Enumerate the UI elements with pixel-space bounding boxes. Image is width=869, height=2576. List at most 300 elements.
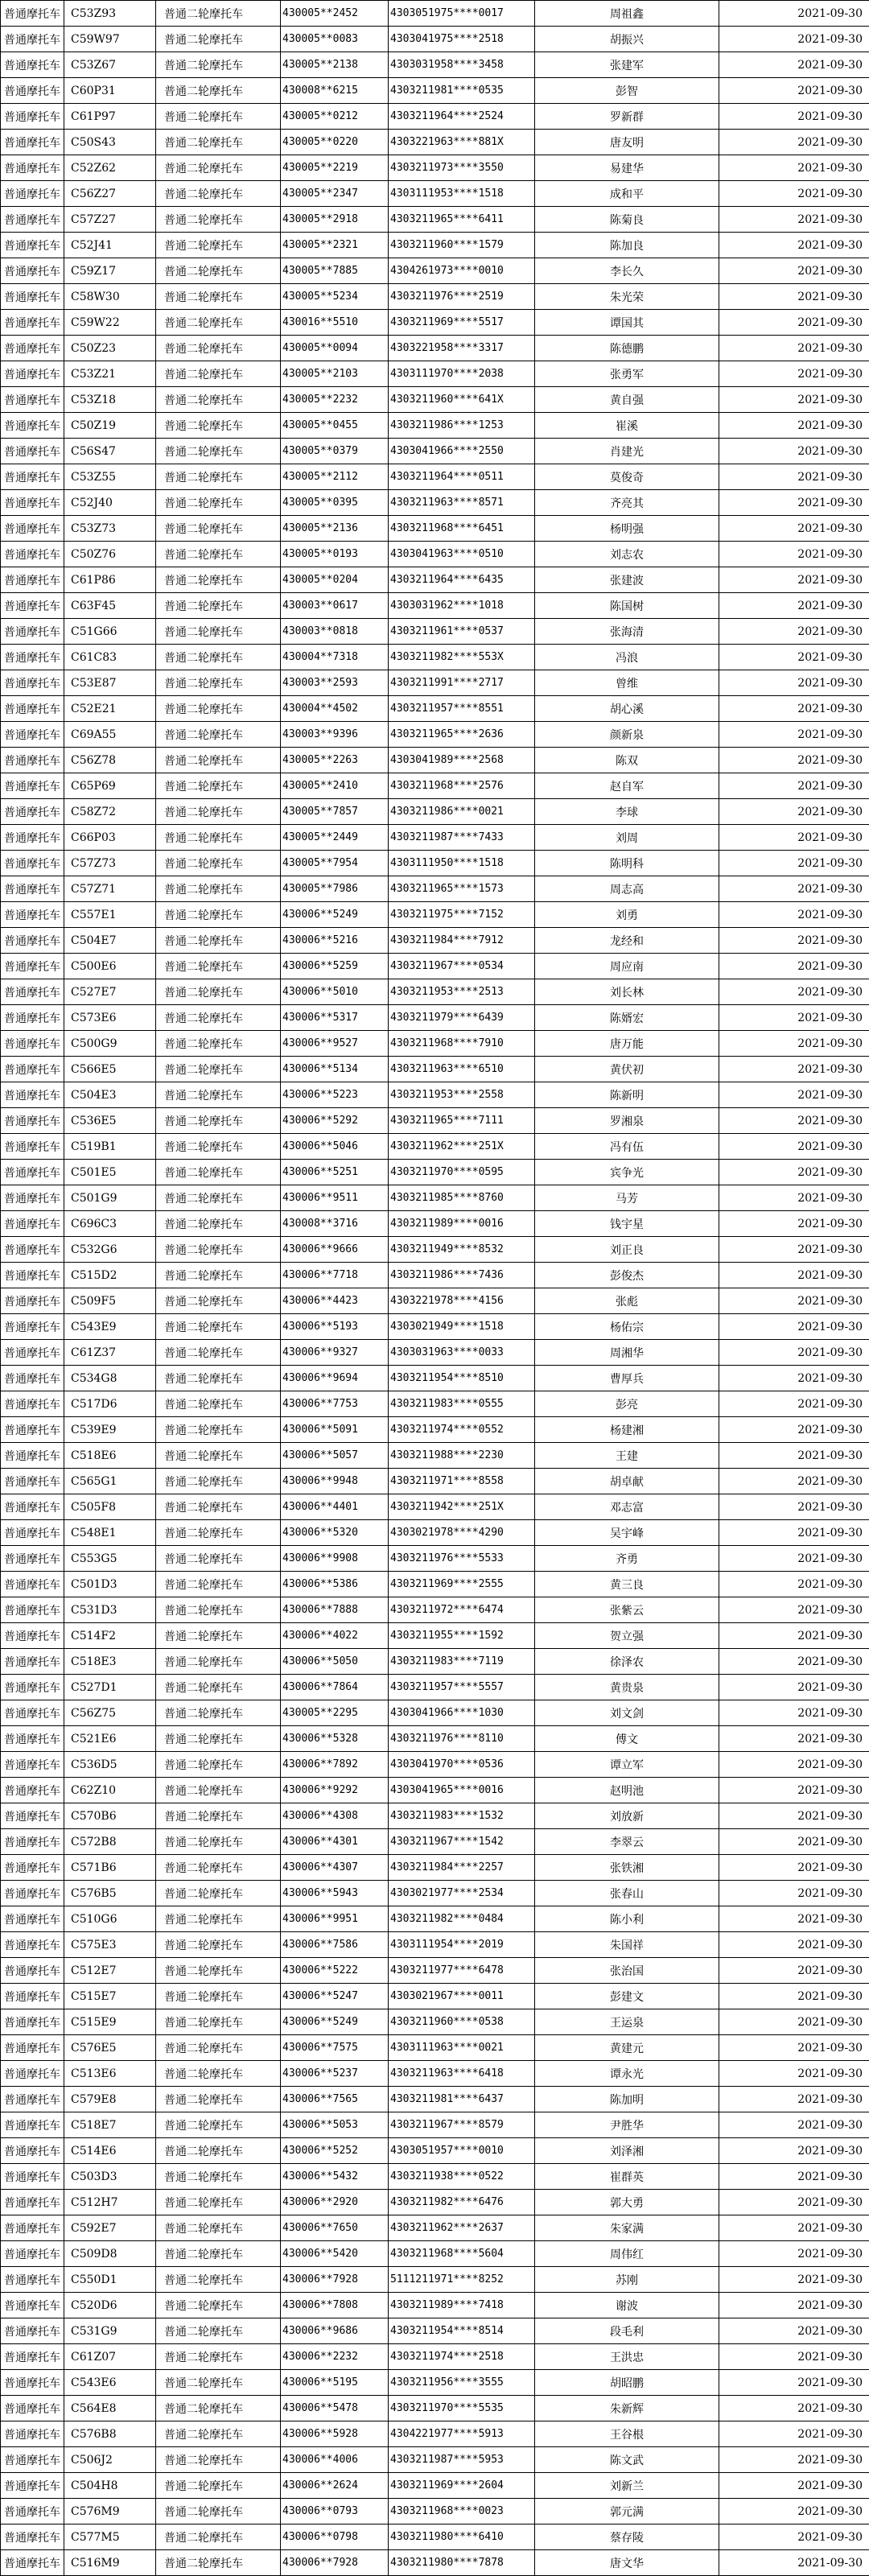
table-row xyxy=(1,1340,869,1366)
vehicle-type-cell: 普通二轮摩托车 xyxy=(156,1494,281,1520)
vehicle-type-cell: 普通二轮摩托车 xyxy=(156,2164,281,2190)
date-cell: 2021-09-30 xyxy=(719,155,869,181)
owner-name-cell: 肖建光 xyxy=(535,439,719,464)
vehicle-type-cell: 普通二轮摩托车 xyxy=(156,1546,281,1572)
date-cell: 2021-09-30 xyxy=(719,619,869,645)
vehicle-type-cell: 普通二轮摩托车 xyxy=(156,27,281,52)
owner-name-cell: 傅文 xyxy=(535,1726,719,1752)
plate-number-cell: C518E3 xyxy=(64,1649,156,1675)
license-number-cell: 430006**9292 xyxy=(281,1778,389,1803)
id-number-cell: 4303211949****8532 xyxy=(389,1237,535,1263)
date-cell: 2021-09-30 xyxy=(719,1211,869,1237)
table-row xyxy=(1,1082,869,1108)
license-number-cell: 430006**5195 xyxy=(281,2370,389,2396)
vehicle-category-cell: 普通摩托车 xyxy=(1,2499,64,2524)
date-cell: 2021-09-30 xyxy=(719,284,869,310)
vehicle-type-cell: 普通二轮摩托车 xyxy=(156,670,281,696)
id-number-cell: 4303041975****2518 xyxy=(389,27,535,52)
vehicle-type-cell: 普通二轮摩托车 xyxy=(156,181,281,207)
license-number-cell: 430006**5216 xyxy=(281,928,389,954)
owner-name-cell: 颜新泉 xyxy=(535,722,719,748)
vehicle-category-cell: 普通摩托车 xyxy=(1,336,64,361)
table-row xyxy=(1,1005,869,1031)
license-number-cell: 430006**5057 xyxy=(281,1443,389,1469)
vehicle-type-cell: 普通二轮摩托车 xyxy=(156,979,281,1005)
vehicle-type-cell: 普通二轮摩托车 xyxy=(156,1726,281,1752)
table-row xyxy=(1,645,869,670)
owner-name-cell: 胡心溪 xyxy=(535,696,719,722)
date-cell: 2021-09-30 xyxy=(719,2190,869,2215)
date-cell: 2021-09-30 xyxy=(719,2009,869,2035)
table-row xyxy=(1,439,869,464)
date-cell: 2021-09-30 xyxy=(719,1417,869,1443)
vehicle-type-cell: 普通二轮摩托车 xyxy=(156,1881,281,1906)
table-row xyxy=(1,130,869,155)
table-row xyxy=(1,1314,869,1340)
vehicle-category-cell: 普通摩托车 xyxy=(1,1185,64,1211)
date-cell: 2021-09-30 xyxy=(719,542,869,567)
license-number-cell: 430006**4022 xyxy=(281,1623,389,1649)
plate-number-cell: C57Z27 xyxy=(64,207,156,233)
date-cell: 2021-09-30 xyxy=(719,1726,869,1752)
plate-number-cell: C539E9 xyxy=(64,1417,156,1443)
id-number-cell: 4303211968****0023 xyxy=(389,2499,535,2524)
date-cell: 2021-09-30 xyxy=(719,2112,869,2138)
vehicle-type-cell: 普通二轮摩托车 xyxy=(156,1984,281,2009)
owner-name-cell: 张铁湘 xyxy=(535,1855,719,1881)
vehicle-type-cell: 普通二轮摩托车 xyxy=(156,1314,281,1340)
date-cell: 2021-09-30 xyxy=(719,1778,869,1803)
license-number-cell: 430006**4301 xyxy=(281,1829,389,1855)
vehicle-type-cell: 普通二轮摩托车 xyxy=(156,1829,281,1855)
owner-name-cell: 王建 xyxy=(535,1443,719,1469)
vehicle-type-cell: 普通二轮摩托车 xyxy=(156,2138,281,2164)
plate-number-cell: C696C3 xyxy=(64,1211,156,1237)
id-number-cell: 4303211971****8558 xyxy=(389,1469,535,1494)
vehicle-type-cell: 普通二轮摩托车 xyxy=(156,696,281,722)
plate-number-cell: C504E7 xyxy=(64,928,156,954)
vehicle-category-cell: 普通摩托车 xyxy=(1,1314,64,1340)
id-number-cell: 4303211983****7119 xyxy=(389,1649,535,1675)
license-number-cell: 430004**7318 xyxy=(281,645,389,670)
plate-number-cell: C500G9 xyxy=(64,1031,156,1057)
id-number-cell: 4303211982****6476 xyxy=(389,2190,535,2215)
owner-name-cell: 赵自军 xyxy=(535,773,719,799)
plate-number-cell: C503D3 xyxy=(64,2164,156,2190)
table-row xyxy=(1,78,869,104)
plate-number-cell: C517D6 xyxy=(64,1391,156,1417)
plate-number-cell: C576E5 xyxy=(64,2035,156,2061)
plate-number-cell: C509D8 xyxy=(64,2241,156,2267)
plate-number-cell: C570B6 xyxy=(64,1803,156,1829)
vehicle-type-cell: 普通二轮摩托车 xyxy=(156,1366,281,1391)
vehicle-type-cell: 普通二轮摩托车 xyxy=(156,1160,281,1185)
date-cell: 2021-09-30 xyxy=(719,464,869,490)
license-number-cell: 430006**5053 xyxy=(281,2112,389,2138)
vehicle-type-cell: 普通二轮摩托车 xyxy=(156,1005,281,1031)
vehicle-type-cell: 普通二轮摩托车 xyxy=(156,593,281,619)
vehicle-category-cell: 普通摩托车 xyxy=(1,1752,64,1778)
vehicle-type-cell: 普通二轮摩托车 xyxy=(156,1958,281,1984)
table-row xyxy=(1,1855,869,1881)
vehicle-category-cell: 普通摩托车 xyxy=(1,1984,64,2009)
vehicle-type-cell: 普通二轮摩托车 xyxy=(156,773,281,799)
plate-number-cell: C514E6 xyxy=(64,2138,156,2164)
license-number-cell: 430006**7928 xyxy=(281,2550,389,2576)
id-number-cell: 4303211965****2636 xyxy=(389,722,535,748)
license-number-cell: 430006**5251 xyxy=(281,1160,389,1185)
table-row xyxy=(1,2241,869,2267)
table-row xyxy=(1,593,869,619)
vehicle-category-cell: 普通摩托车 xyxy=(1,1366,64,1391)
date-cell: 2021-09-30 xyxy=(719,2318,869,2344)
owner-name-cell: 李球 xyxy=(535,799,719,825)
license-number-cell: 430005**7885 xyxy=(281,258,389,284)
vehicle-category-cell: 普通摩托车 xyxy=(1,567,64,593)
id-number-cell: 4303211965****7111 xyxy=(389,1108,535,1134)
date-cell: 2021-09-30 xyxy=(719,2396,869,2421)
license-number-cell: 430006**5292 xyxy=(281,1108,389,1134)
table-row xyxy=(1,1057,869,1082)
id-number-cell: 4303211970****0595 xyxy=(389,1160,535,1185)
plate-number-cell: C53Z21 xyxy=(64,361,156,387)
vehicle-category-cell: 普通摩托车 xyxy=(1,1469,64,1494)
id-number-cell: 4303211968****6451 xyxy=(389,516,535,542)
date-cell: 2021-09-30 xyxy=(719,2164,869,2190)
id-number-cell: 4303211965****1573 xyxy=(389,876,535,902)
owner-name-cell: 黄自强 xyxy=(535,387,719,413)
vehicle-type-cell: 普通二轮摩托车 xyxy=(156,2035,281,2061)
vehicle-type-cell: 普通二轮摩托车 xyxy=(156,1417,281,1443)
date-cell: 2021-09-30 xyxy=(719,2087,869,2112)
license-number-cell: 430006**4308 xyxy=(281,1803,389,1829)
vehicle-type-cell: 普通二轮摩托车 xyxy=(156,2061,281,2087)
table-row xyxy=(1,2112,869,2138)
date-cell: 2021-09-30 xyxy=(719,1443,869,1469)
vehicle-type-cell: 普通二轮摩托车 xyxy=(156,1520,281,1546)
table-row xyxy=(1,1881,869,1906)
owner-name-cell: 朱国祥 xyxy=(535,1932,719,1958)
owner-name-cell: 李长久 xyxy=(535,258,719,284)
plate-number-cell: C536D5 xyxy=(64,1752,156,1778)
owner-name-cell: 崔群英 xyxy=(535,2164,719,2190)
owner-name-cell: 徐泽农 xyxy=(535,1649,719,1675)
plate-number-cell: C512E7 xyxy=(64,1958,156,1984)
owner-name-cell: 郭大勇 xyxy=(535,2190,719,2215)
plate-number-cell: C515E7 xyxy=(64,1984,156,2009)
owner-name-cell: 段毛利 xyxy=(535,2318,719,2344)
owner-name-cell: 钱宇星 xyxy=(535,1211,719,1237)
owner-name-cell: 郭元满 xyxy=(535,2499,719,2524)
owner-name-cell: 齐亮其 xyxy=(535,490,719,516)
owner-name-cell: 张春山 xyxy=(535,1881,719,1906)
date-cell: 2021-09-30 xyxy=(719,1237,869,1263)
vehicle-category-cell: 普通摩托车 xyxy=(1,2190,64,2215)
vehicle-category-cell: 普通摩托车 xyxy=(1,1829,64,1855)
owner-name-cell: 张建军 xyxy=(535,52,719,78)
id-number-cell: 4303211985****8760 xyxy=(389,1185,535,1211)
license-number-cell: 430006**0793 xyxy=(281,2499,389,2524)
license-number-cell: 430006**5252 xyxy=(281,2138,389,2164)
license-number-cell: 430005**2410 xyxy=(281,773,389,799)
vehicle-category-cell: 普通摩托车 xyxy=(1,1520,64,1546)
license-number-cell: 430006**9908 xyxy=(281,1546,389,1572)
id-number-cell: 4303021977****2534 xyxy=(389,1881,535,1906)
id-number-cell: 4303211968****5604 xyxy=(389,2241,535,2267)
license-number-cell: 430005**0379 xyxy=(281,439,389,464)
id-number-cell: 4303211973****3550 xyxy=(389,155,535,181)
plate-number-cell: C527D1 xyxy=(64,1675,156,1700)
vehicle-category-cell: 普通摩托车 xyxy=(1,78,64,104)
table-row xyxy=(1,902,869,928)
date-cell: 2021-09-30 xyxy=(719,2524,869,2550)
table-row xyxy=(1,207,869,233)
plate-number-cell: C69A55 xyxy=(64,722,156,748)
vehicle-category-cell: 普通摩托车 xyxy=(1,258,64,284)
vehicle-category-cell: 普通摩托车 xyxy=(1,1649,64,1675)
table-row xyxy=(1,670,869,696)
vehicle-type-cell: 普通二轮摩托车 xyxy=(156,155,281,181)
plate-number-cell: C514F2 xyxy=(64,1623,156,1649)
vehicle-type-cell: 普通二轮摩托车 xyxy=(156,2370,281,2396)
license-number-cell: 430006**5328 xyxy=(281,1726,389,1752)
id-number-cell: 4303211964****0511 xyxy=(389,464,535,490)
id-number-cell: 4303211981****0535 xyxy=(389,78,535,104)
id-number-cell: 4303221958****3317 xyxy=(389,336,535,361)
date-cell: 2021-09-30 xyxy=(719,52,869,78)
license-number-cell: 430005**0094 xyxy=(281,336,389,361)
id-number-cell: 4303211987****7433 xyxy=(389,825,535,851)
owner-name-cell: 冯浪 xyxy=(535,645,719,670)
license-number-cell: 430006**7565 xyxy=(281,2087,389,2112)
date-cell: 2021-09-30 xyxy=(719,1288,869,1314)
table-row xyxy=(1,567,869,593)
id-number-cell: 4303211955****1592 xyxy=(389,1623,535,1649)
table-row xyxy=(1,1366,869,1391)
vehicle-type-cell: 普通二轮摩托车 xyxy=(156,2473,281,2499)
plate-number-cell: C564E8 xyxy=(64,2396,156,2421)
date-cell: 2021-09-30 xyxy=(719,1520,869,1546)
license-number-cell: 430006**5091 xyxy=(281,1417,389,1443)
date-cell: 2021-09-30 xyxy=(719,1984,869,2009)
id-number-cell: 4303211956****3555 xyxy=(389,2370,535,2396)
license-number-cell: 430005**7857 xyxy=(281,799,389,825)
vehicle-category-cell: 普通摩托车 xyxy=(1,2293,64,2318)
owner-name-cell: 尹胜华 xyxy=(535,2112,719,2138)
vehicle-category-cell: 普通摩托车 xyxy=(1,1005,64,1031)
owner-name-cell: 易建华 xyxy=(535,155,719,181)
vehicle-category-cell: 普通摩托车 xyxy=(1,2344,64,2370)
vehicle-type-cell: 普通二轮摩托车 xyxy=(156,310,281,336)
owner-name-cell: 陈加明 xyxy=(535,2087,719,2112)
plate-number-cell: C532G6 xyxy=(64,1237,156,1263)
table-row xyxy=(1,2215,869,2241)
vehicle-type-cell: 普通二轮摩托车 xyxy=(156,336,281,361)
id-number-cell: 4303041963****0510 xyxy=(389,542,535,567)
date-cell: 2021-09-30 xyxy=(719,310,869,336)
vehicle-category-cell: 普通摩托车 xyxy=(1,1726,64,1752)
vehicle-type-cell: 普通二轮摩托车 xyxy=(156,1082,281,1108)
plate-number-cell: C592E7 xyxy=(64,2215,156,2241)
vehicle-category-cell: 普通摩托车 xyxy=(1,2421,64,2447)
license-number-cell: 430005**0204 xyxy=(281,567,389,593)
vehicle-type-cell: 普通二轮摩托车 xyxy=(156,954,281,979)
plate-number-cell: C61P86 xyxy=(64,567,156,593)
date-cell: 2021-09-30 xyxy=(719,1185,869,1211)
date-cell: 2021-09-30 xyxy=(719,1005,869,1031)
table-row xyxy=(1,2447,869,2473)
vehicle-type-cell: 普通二轮摩托车 xyxy=(156,1778,281,1803)
date-cell: 2021-09-30 xyxy=(719,1597,869,1623)
plate-number-cell: C518E6 xyxy=(64,1443,156,1469)
owner-name-cell: 陈小利 xyxy=(535,1906,719,1932)
plate-number-cell: C512H7 xyxy=(64,2190,156,2215)
table-row xyxy=(1,27,869,52)
date-cell: 2021-09-30 xyxy=(719,2499,869,2524)
table-row xyxy=(1,2164,869,2190)
id-number-cell: 4303211976****8110 xyxy=(389,1726,535,1752)
plate-number-cell: C53Z18 xyxy=(64,387,156,413)
date-cell: 2021-09-30 xyxy=(719,2138,869,2164)
table-row xyxy=(1,1,869,27)
table-row xyxy=(1,1108,869,1134)
table-row xyxy=(1,2035,869,2061)
vehicle-type-cell: 普通二轮摩托车 xyxy=(156,1906,281,1932)
date-cell: 2021-09-30 xyxy=(719,1057,869,1082)
plate-number-cell: C56S47 xyxy=(64,439,156,464)
owner-name-cell: 陈文武 xyxy=(535,2447,719,2473)
vehicle-category-cell: 普通摩托车 xyxy=(1,155,64,181)
vehicle-category-cell: 普通摩托车 xyxy=(1,1288,64,1314)
date-cell: 2021-09-30 xyxy=(719,1649,869,1675)
vehicle-type-cell: 普通二轮摩托车 xyxy=(156,258,281,284)
table-row xyxy=(1,1160,869,1185)
vehicle-type-cell: 普通二轮摩托车 xyxy=(156,1134,281,1160)
vehicle-type-cell: 普通二轮摩托车 xyxy=(156,2267,281,2293)
date-cell: 2021-09-30 xyxy=(719,2035,869,2061)
date-cell: 2021-09-30 xyxy=(719,516,869,542)
id-number-cell: 4303211954****8510 xyxy=(389,1366,535,1391)
vehicle-category-cell: 普通摩托车 xyxy=(1,2138,64,2164)
vehicle-category-cell: 普通摩托车 xyxy=(1,593,64,619)
owner-name-cell: 谭国其 xyxy=(535,310,719,336)
date-cell: 2021-09-30 xyxy=(719,1675,869,1700)
date-cell: 2021-09-30 xyxy=(719,1700,869,1726)
vehicle-type-cell: 普通二轮摩托车 xyxy=(156,2421,281,2447)
table-row xyxy=(1,979,869,1005)
plate-number-cell: C577M5 xyxy=(64,2524,156,2550)
vehicle-category-cell: 普通摩托车 xyxy=(1,284,64,310)
vehicle-category-cell: 普通摩托车 xyxy=(1,799,64,825)
id-number-cell: 4303211976****5533 xyxy=(389,1546,535,1572)
date-cell: 2021-09-30 xyxy=(719,2550,869,2576)
table-row xyxy=(1,2267,869,2293)
plate-number-cell: C50Z23 xyxy=(64,336,156,361)
date-cell: 2021-09-30 xyxy=(719,387,869,413)
license-number-cell: 430006**9948 xyxy=(281,1469,389,1494)
plate-number-cell: C50Z19 xyxy=(64,413,156,439)
table-row xyxy=(1,516,869,542)
license-number-cell: 430006**2232 xyxy=(281,2344,389,2370)
license-number-cell: 430005**2452 xyxy=(281,1,389,27)
owner-name-cell: 胡卓献 xyxy=(535,1469,719,1494)
id-number-cell: 4303211986****7436 xyxy=(389,1263,535,1288)
date-cell: 2021-09-30 xyxy=(719,2215,869,2241)
date-cell: 2021-09-30 xyxy=(719,78,869,104)
vehicle-category-cell: 普通摩托车 xyxy=(1,773,64,799)
vehicle-category-cell: 普通摩托车 xyxy=(1,233,64,258)
id-number-cell: 4303021967****0011 xyxy=(389,1984,535,2009)
vehicle-type-cell: 普通二轮摩托车 xyxy=(156,78,281,104)
id-number-cell: 4303211957****8551 xyxy=(389,696,535,722)
id-number-cell: 4303211984****7912 xyxy=(389,928,535,954)
owner-name-cell: 朱新辉 xyxy=(535,2396,719,2421)
table-row xyxy=(1,1185,869,1211)
plate-number-cell: C515E9 xyxy=(64,2009,156,2035)
license-number-cell: 430006**9686 xyxy=(281,2318,389,2344)
owner-name-cell: 黄三良 xyxy=(535,1572,719,1597)
plate-number-cell: C575E3 xyxy=(64,1932,156,1958)
owner-name-cell: 刘志农 xyxy=(535,542,719,567)
plate-number-cell: C576M9 xyxy=(64,2499,156,2524)
vehicle-category-cell: 普通摩托车 xyxy=(1,1057,64,1082)
vehicle-type-cell: 普通二轮摩托车 xyxy=(156,2318,281,2344)
owner-name-cell: 陈明科 xyxy=(535,851,719,876)
date-cell: 2021-09-30 xyxy=(719,104,869,130)
vehicle-category-cell: 普通摩托车 xyxy=(1,130,64,155)
vehicle-type-cell: 普通二轮摩托车 xyxy=(156,902,281,928)
date-cell: 2021-09-30 xyxy=(719,1932,869,1958)
date-cell: 2021-09-30 xyxy=(719,1752,869,1778)
license-number-cell: 430006**5320 xyxy=(281,1520,389,1546)
vehicle-category-cell: 普通摩托车 xyxy=(1,1082,64,1108)
date-cell: 2021-09-30 xyxy=(719,130,869,155)
plate-number-cell: C50S43 xyxy=(64,130,156,155)
plate-number-cell: C59W97 xyxy=(64,27,156,52)
plate-number-cell: C62Z10 xyxy=(64,1778,156,1803)
vehicle-category-cell: 普通摩托车 xyxy=(1,722,64,748)
license-number-cell: 430006**5046 xyxy=(281,1134,389,1160)
vehicle-category-cell: 普通摩托车 xyxy=(1,1572,64,1597)
id-number-cell: 4303111963****0021 xyxy=(389,2035,535,2061)
id-number-cell: 4303211967****1542 xyxy=(389,1829,535,1855)
id-number-cell: 4303211988****2230 xyxy=(389,1443,535,1469)
vehicle-type-cell: 普通二轮摩托车 xyxy=(156,1932,281,1958)
vehicle-type-cell: 普通二轮摩托车 xyxy=(156,1597,281,1623)
id-number-cell: 4303211968****2576 xyxy=(389,773,535,799)
id-number-cell: 4303211976****2519 xyxy=(389,284,535,310)
table-row xyxy=(1,2293,869,2318)
plate-number-cell: C572B8 xyxy=(64,1829,156,1855)
license-number-cell: 430006**5943 xyxy=(281,1881,389,1906)
table-row xyxy=(1,1031,869,1057)
id-number-cell: 4303211977****6478 xyxy=(389,1958,535,1984)
vehicle-type-cell: 普通二轮摩托车 xyxy=(156,645,281,670)
id-number-cell: 4303211980****7878 xyxy=(389,2550,535,2576)
vehicle-type-cell: 普通二轮摩托车 xyxy=(156,1237,281,1263)
plate-number-cell: C513E6 xyxy=(64,2061,156,2087)
owner-name-cell: 周伟红 xyxy=(535,2241,719,2267)
license-number-cell: 430005**0083 xyxy=(281,27,389,52)
license-number-cell: 430006**7650 xyxy=(281,2215,389,2241)
id-number-cell: 4303041966****1030 xyxy=(389,1700,535,1726)
table-row xyxy=(1,2499,869,2524)
id-number-cell: 4303211962****2637 xyxy=(389,2215,535,2241)
license-number-cell: 430006**4307 xyxy=(281,1855,389,1881)
vehicle-category-cell: 普通摩托车 xyxy=(1,979,64,1005)
vehicle-category-cell: 普通摩托车 xyxy=(1,207,64,233)
date-cell: 2021-09-30 xyxy=(719,2421,869,2447)
